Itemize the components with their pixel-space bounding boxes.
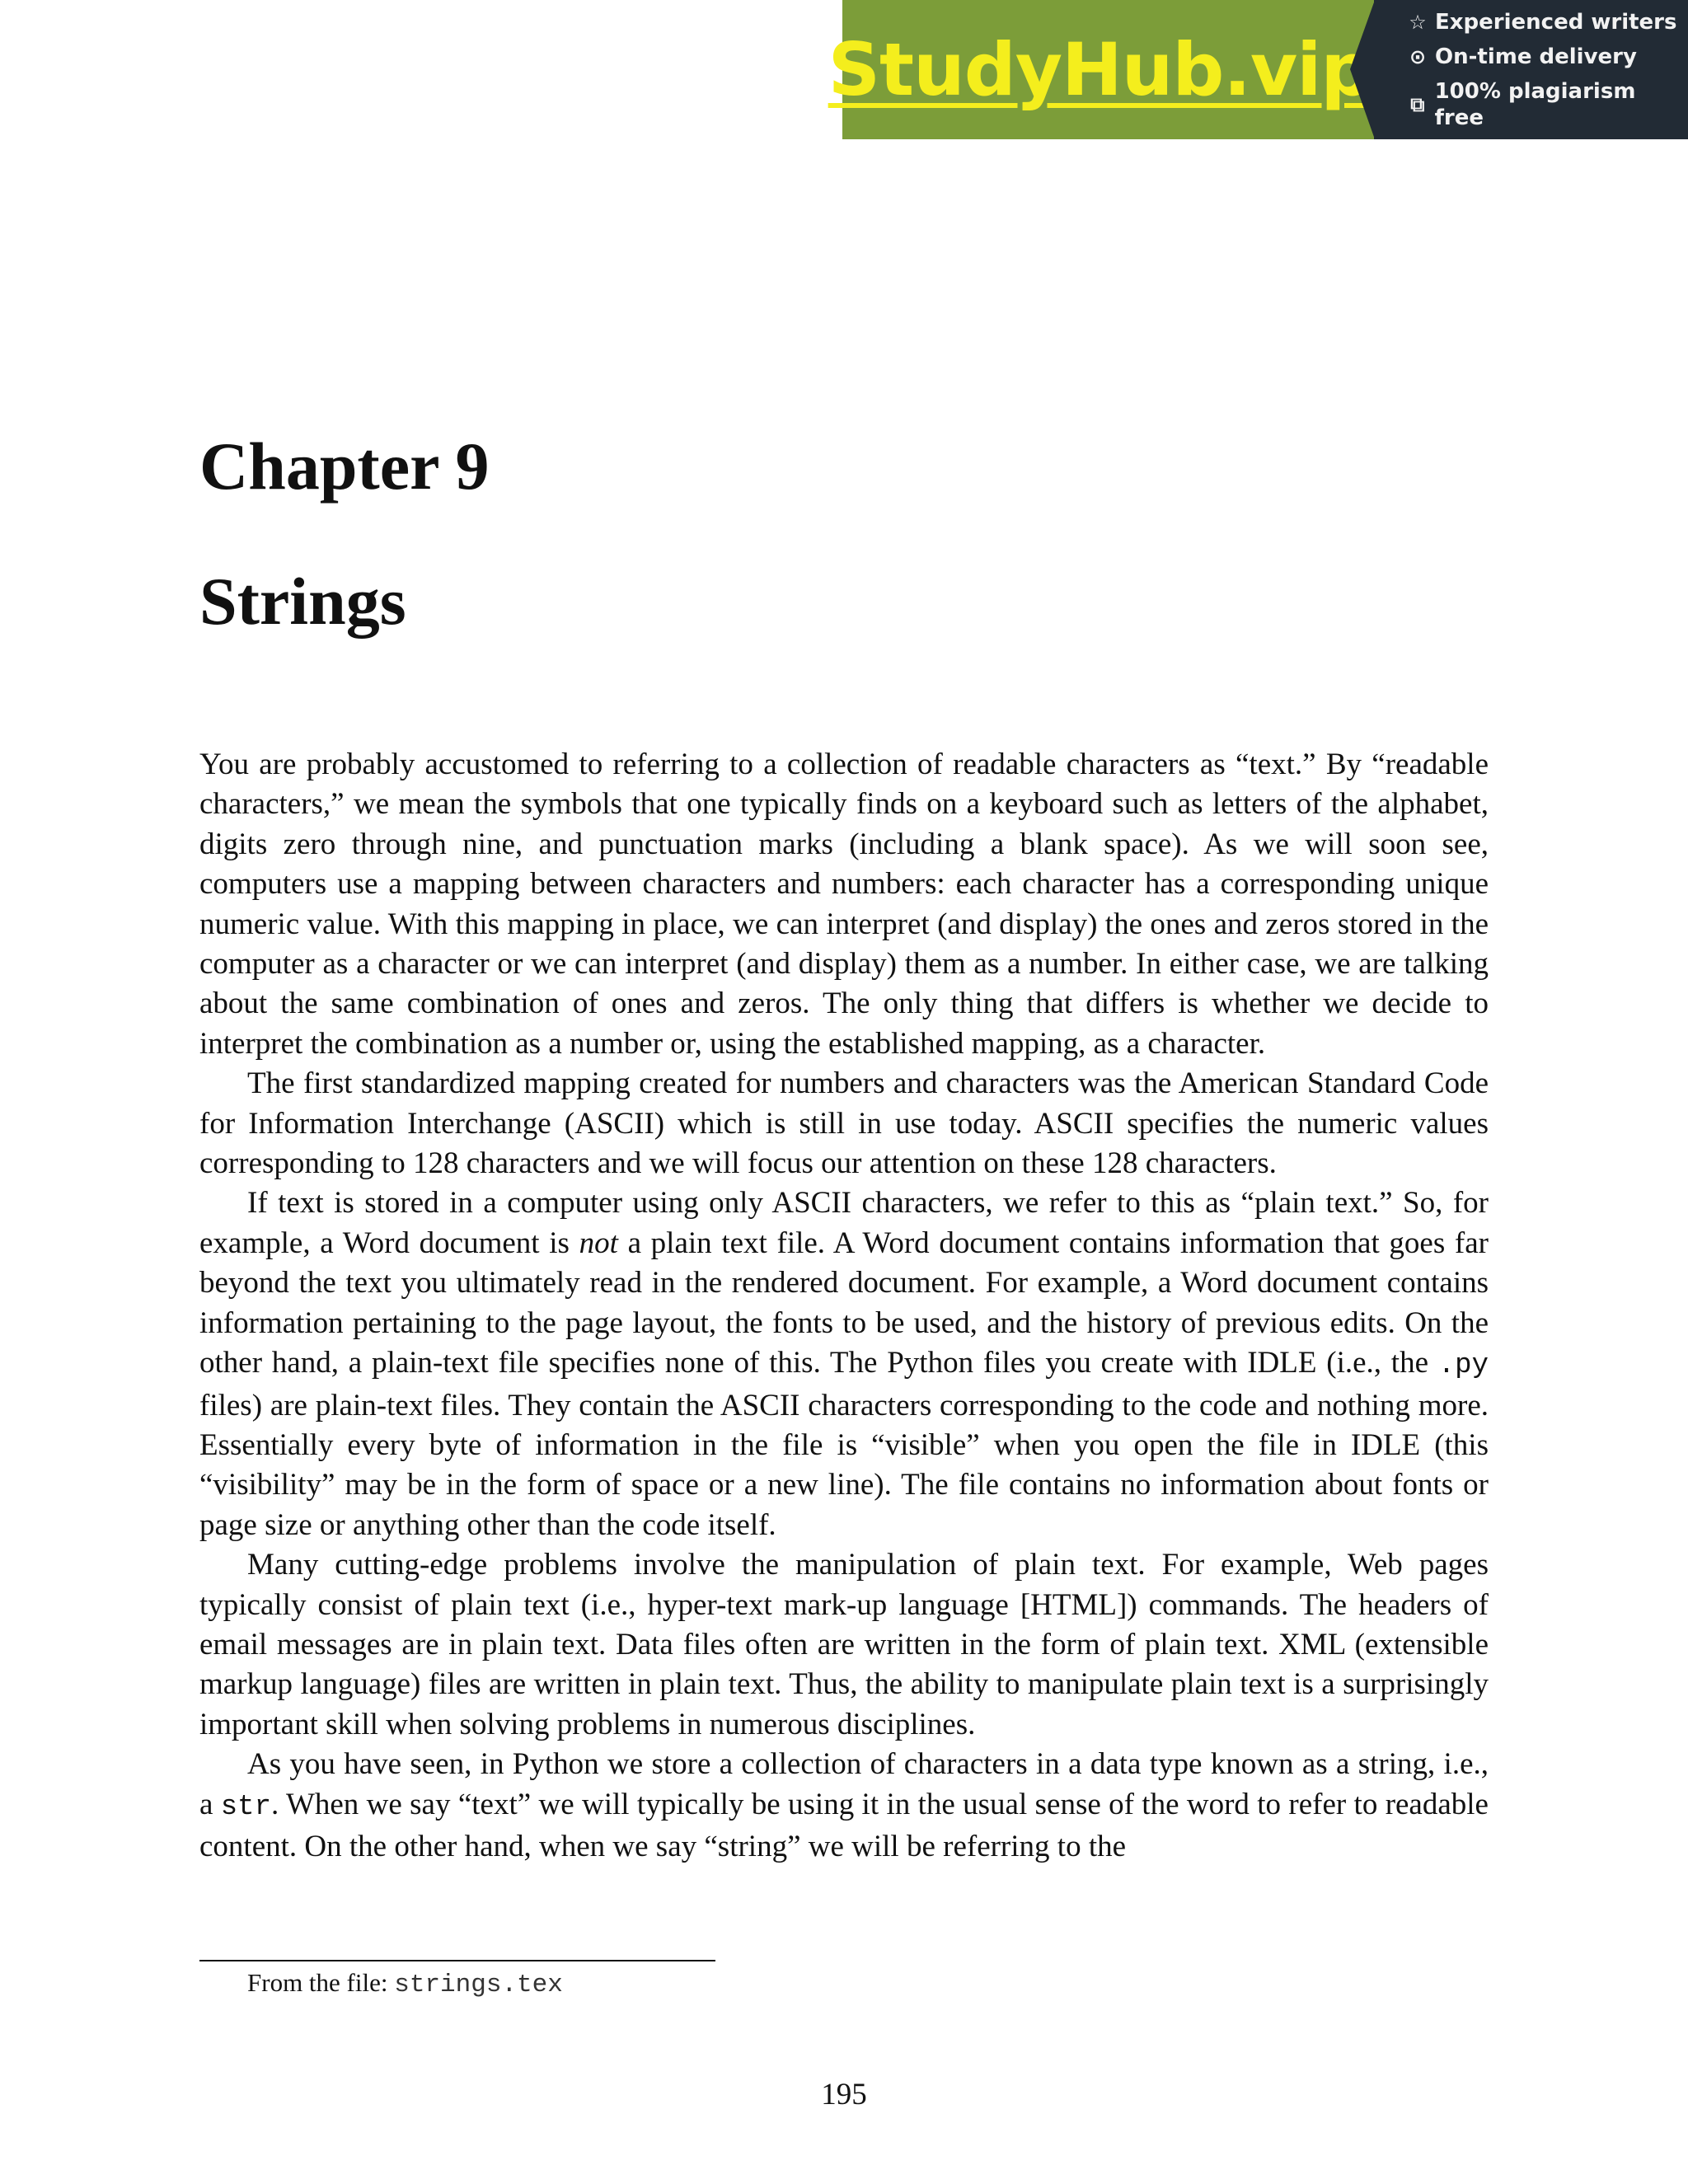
footnote [247, 1966, 563, 2002]
footnote-divider [199, 1960, 715, 1961]
logo-text: StudyHub.vip [828, 27, 1372, 112]
chapter-body [199, 745, 1489, 1867]
feature-experienced-writers [1407, 9, 1688, 35]
copy-icon: ⧉ [1410, 92, 1425, 116]
chapter-label: Chapter 9 [199, 429, 490, 504]
chapter-title: Strings [199, 564, 406, 639]
feature-on-time-delivery [1407, 44, 1688, 70]
paragraph-5-text-b: . When we say “text” we will typically be using it in the usual sense of the word to refer to readable content. On the other hand, when we say “string” we will be referring to the [199, 1787, 1489, 1863]
paragraph-1: You are probably accustomed to referring to a collection of readable characters as “text.” By “readable characters,” we mean the symbols that one typically finds on a keyboard such as letters of the alphabet, digits zero through nine, and punctuation marks (including a blank space). As we will soon see, computers use a mapping between characters and numbers: each character has a corresponding unique numeric value. With this mapping in place, we can interpret (and display) the ones and zeros stored in the computer as a character or we can interpret (and display) them as a number. In either case, we are talking about the same combination of ones and zeros. The only thing that differs is whether we decide to interpret the combination as a number or, using the established mapping, as a character. [199, 748, 1489, 1061]
paragraph-2: The first standardized mapping created for numbers and characters was the American Standard Code for Information Interchange (ASCII) which is still in use today. ASCII specifies the numeric values corresponding to 128 characters and we will focus our attention on these 128 characters. [199, 1066, 1489, 1181]
star-icon: ☆ [1409, 10, 1427, 34]
promo-banner[interactable] [828, 0, 1688, 139]
footnote-prefix: From the file: [247, 1968, 395, 1997]
paragraph-4: Many cutting-edge problems involve the manipulation of plain text. For example, Web pages typically consist of plain text (i.e., hyper-text mark-up language [HTML]) commands. The headers of email messages are in plain text. Data files often are written in the form of plain text. XML (extensible markup language) files are written in plain text. Thus, the ability to manipulate plain text is a surprisingly important skill when solving problems in numerous disciplines. [199, 1548, 1489, 1741]
paragraph-3 [199, 1183, 1489, 1545]
banner-features [1374, 0, 1688, 139]
page-number: 195 [821, 2078, 867, 2111]
banner-divider-arrow [1350, 0, 1375, 139]
feature-plagiarism-free [1407, 78, 1688, 131]
feature-label: Experienced writers [1435, 9, 1677, 35]
feature-label: 100% plagiarism free [1434, 78, 1636, 130]
code-str: str [220, 1791, 271, 1823]
footnote-filename: strings.tex [394, 1971, 563, 1999]
clock-icon: ⊙ [1409, 45, 1427, 68]
paragraph-5-text-a: As you have seen, in Python we store a collection of characters in a data type known as a string, i.e., a [199, 1747, 1489, 1821]
feature-label: On-time delivery [1435, 44, 1637, 69]
code-py-extension: .py [1437, 1350, 1489, 1382]
paragraph-3-text-b: a plain text file. A Word document contains information that goes far beyond the text you ultimately read in the rendered document. For example, a Word document contains information pertaining to the page layout, the fonts to be used, and the history of previous edits. On the other hand, a plain-text file specifies none of this. The Python files you create with IDLE (i.e., the [199, 1226, 1489, 1380]
paragraph-3-text-a: If text is stored in a computer using only ASCII characters, we refer to this as “plain text.” So, for example, a Word document is [199, 1186, 1489, 1260]
emphasis-not: not [579, 1226, 618, 1260]
paragraph-5 [199, 1745, 1489, 1867]
paragraph-3-text-c: files) are plain-text files. They contain the ASCII characters corresponding to the code and nothing more. Essentially every byte of information in the file is “visible” when you open the file in IDLE (this “visibility” may be in the form of space or a new line). The file contains no information about fonts or page size or anything other than the code itself. [199, 1388, 1489, 1542]
studyhub-logo[interactable] [828, 0, 1374, 139]
